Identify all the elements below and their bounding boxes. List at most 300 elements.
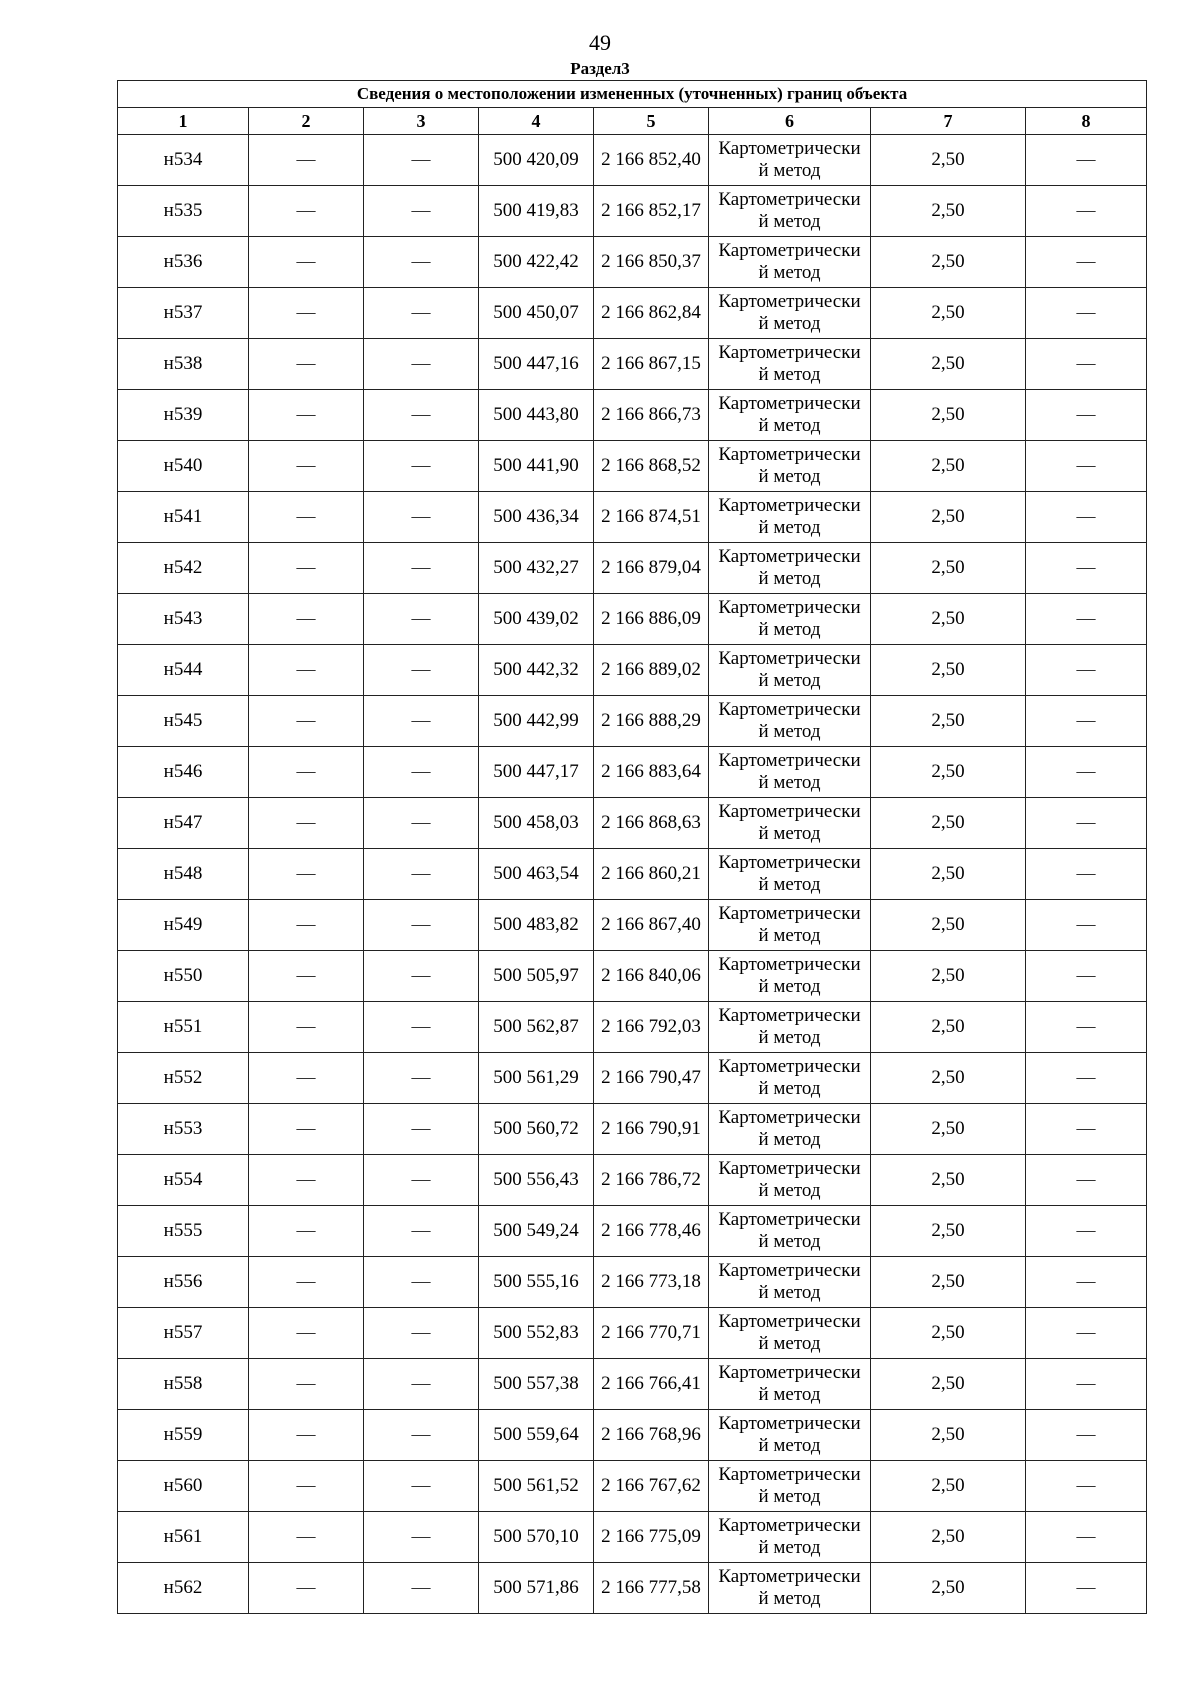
method-line-1: Картометрически: [718, 648, 861, 669]
column-3-cell: —: [364, 1257, 479, 1308]
method-line-1: Картометрически: [718, 954, 861, 975]
method-cell: [709, 1512, 871, 1563]
column-8-cell: —: [1026, 645, 1147, 696]
method-cell: [709, 747, 871, 798]
method-line-1: Картометрически: [718, 495, 861, 516]
table-row: [118, 900, 1147, 951]
point-name-cell: н542: [118, 543, 249, 594]
method-line-1: Картометрически: [718, 546, 861, 567]
accuracy-cell: 2,50: [871, 339, 1026, 390]
method-line-1: Картометрически: [718, 903, 861, 924]
column-number-row: [118, 108, 1147, 135]
accuracy-cell: 2,50: [871, 645, 1026, 696]
method-line-1: Картометрически: [718, 1107, 861, 1128]
column-3-cell: —: [364, 1512, 479, 1563]
column-8-cell: —: [1026, 237, 1147, 288]
method-line-2: й метод: [758, 313, 821, 334]
table-row: [118, 594, 1147, 645]
method-line-1: Картометрически: [718, 1209, 861, 1230]
column-3-cell: —: [364, 1104, 479, 1155]
y-coordinate-cell: 2 166 883,64: [594, 747, 709, 798]
column-2-cell: —: [249, 1410, 364, 1461]
method-cell: [709, 594, 871, 645]
x-coordinate-cell: 500 561,52: [479, 1461, 594, 1512]
method-line-2: й метод: [758, 976, 821, 997]
column-8-cell: —: [1026, 1206, 1147, 1257]
column-8-cell: —: [1026, 1104, 1147, 1155]
column-3-cell: —: [364, 441, 479, 492]
method-cell: [709, 951, 871, 1002]
table-caption-row: [118, 81, 1147, 108]
y-coordinate-cell: 2 166 792,03: [594, 1002, 709, 1053]
column-8-cell: —: [1026, 1308, 1147, 1359]
accuracy-cell: 2,50: [871, 1512, 1026, 1563]
x-coordinate-cell: 500 443,80: [479, 390, 594, 441]
y-coordinate-cell: 2 166 874,51: [594, 492, 709, 543]
method-line-1: Картометрически: [718, 342, 861, 363]
accuracy-cell: 2,50: [871, 900, 1026, 951]
method-cell: [709, 798, 871, 849]
table-row: [118, 1308, 1147, 1359]
point-name-cell: н552: [118, 1053, 249, 1104]
method-cell: [709, 1053, 871, 1104]
y-coordinate-cell: 2 166 790,47: [594, 1053, 709, 1104]
point-name-cell: н537: [118, 288, 249, 339]
x-coordinate-cell: 500 483,82: [479, 900, 594, 951]
method-cell: [709, 645, 871, 696]
method-cell: [709, 237, 871, 288]
point-name-cell: н554: [118, 1155, 249, 1206]
accuracy-cell: 2,50: [871, 492, 1026, 543]
method-line-2: й метод: [758, 619, 821, 640]
method-line-1: Картометрически: [718, 1362, 861, 1383]
column-2-cell: —: [249, 798, 364, 849]
column-3-cell: —: [364, 186, 479, 237]
x-coordinate-cell: 500 422,42: [479, 237, 594, 288]
column-2-cell: —: [249, 849, 364, 900]
method-line-2: й метод: [758, 1078, 821, 1099]
x-coordinate-cell: 500 549,24: [479, 1206, 594, 1257]
point-name-cell: н560: [118, 1461, 249, 1512]
table-row: [118, 441, 1147, 492]
column-3-cell: —: [364, 1359, 479, 1410]
column-3-cell: —: [364, 645, 479, 696]
column-8-cell: —: [1026, 900, 1147, 951]
y-coordinate-cell: 2 166 879,04: [594, 543, 709, 594]
accuracy-cell: 2,50: [871, 696, 1026, 747]
table-row: [118, 1002, 1147, 1053]
table-row: [118, 1563, 1147, 1614]
column-2-cell: —: [249, 1002, 364, 1053]
method-cell: [709, 1359, 871, 1410]
coordinates-table: [117, 80, 1147, 1614]
column-8-cell: —: [1026, 135, 1147, 186]
column-3-cell: —: [364, 1206, 479, 1257]
method-cell: [709, 288, 871, 339]
y-coordinate-cell: 2 166 889,02: [594, 645, 709, 696]
column-3-cell: —: [364, 798, 479, 849]
column-3-cell: —: [364, 237, 479, 288]
y-coordinate-cell: 2 166 868,63: [594, 798, 709, 849]
point-name-cell: н544: [118, 645, 249, 696]
column-3-cell: —: [364, 849, 479, 900]
method-cell: [709, 339, 871, 390]
table-caption: Сведения о местоположении измененных (уточненных) границ объекта: [118, 81, 1147, 108]
method-line-1: Картометрически: [718, 393, 861, 414]
column-8-cell: —: [1026, 1410, 1147, 1461]
column-8-cell: —: [1026, 186, 1147, 237]
method-line-1: Картометрически: [718, 1005, 861, 1026]
y-coordinate-cell: 2 166 773,18: [594, 1257, 709, 1308]
column-number: 4: [479, 108, 594, 135]
column-8-cell: —: [1026, 1461, 1147, 1512]
method-line-2: й метод: [758, 1333, 821, 1354]
column-3-cell: —: [364, 1155, 479, 1206]
column-2-cell: —: [249, 1563, 364, 1614]
method-line-1: Картометрически: [718, 801, 861, 822]
method-line-2: й метод: [758, 568, 821, 589]
column-2-cell: —: [249, 135, 364, 186]
x-coordinate-cell: 500 556,43: [479, 1155, 594, 1206]
column-8-cell: —: [1026, 951, 1147, 1002]
table-row: [118, 492, 1147, 543]
column-2-cell: —: [249, 288, 364, 339]
column-8-cell: —: [1026, 1257, 1147, 1308]
method-line-2: й метод: [758, 670, 821, 691]
column-number: 8: [1026, 108, 1147, 135]
table-row: [118, 1104, 1147, 1155]
point-name-cell: н534: [118, 135, 249, 186]
point-name-cell: н553: [118, 1104, 249, 1155]
accuracy-cell: 2,50: [871, 1308, 1026, 1359]
table-row: [118, 1410, 1147, 1461]
x-coordinate-cell: 500 559,64: [479, 1410, 594, 1461]
method-cell: [709, 1563, 871, 1614]
accuracy-cell: 2,50: [871, 747, 1026, 798]
method-line-1: Картометрически: [718, 1413, 861, 1434]
accuracy-cell: 2,50: [871, 798, 1026, 849]
method-cell: [709, 492, 871, 543]
column-8-cell: —: [1026, 339, 1147, 390]
y-coordinate-cell: 2 166 852,40: [594, 135, 709, 186]
y-coordinate-cell: 2 166 867,40: [594, 900, 709, 951]
accuracy-cell: 2,50: [871, 1563, 1026, 1614]
y-coordinate-cell: 2 166 866,73: [594, 390, 709, 441]
point-name-cell: н539: [118, 390, 249, 441]
accuracy-cell: 2,50: [871, 1002, 1026, 1053]
method-line-2: й метод: [758, 925, 821, 946]
table-row: [118, 135, 1147, 186]
x-coordinate-cell: 500 447,17: [479, 747, 594, 798]
table-row: [118, 543, 1147, 594]
column-2-cell: —: [249, 696, 364, 747]
column-8-cell: —: [1026, 288, 1147, 339]
method-line-1: Картометрически: [718, 1260, 861, 1281]
method-line-1: Картометрически: [718, 1515, 861, 1536]
method-cell: [709, 1206, 871, 1257]
point-name-cell: н545: [118, 696, 249, 747]
point-name-cell: н557: [118, 1308, 249, 1359]
method-cell: [709, 1104, 871, 1155]
accuracy-cell: 2,50: [871, 1410, 1026, 1461]
column-3-cell: —: [364, 1308, 479, 1359]
table-row: [118, 645, 1147, 696]
accuracy-cell: 2,50: [871, 951, 1026, 1002]
x-coordinate-cell: 500 561,29: [479, 1053, 594, 1104]
x-coordinate-cell: 500 562,87: [479, 1002, 594, 1053]
column-2-cell: —: [249, 1053, 364, 1104]
column-3-cell: —: [364, 492, 479, 543]
point-name-cell: н562: [118, 1563, 249, 1614]
method-line-1: Картометрически: [718, 189, 861, 210]
method-line-1: Картометрически: [718, 138, 861, 159]
column-8-cell: —: [1026, 696, 1147, 747]
column-8-cell: —: [1026, 1359, 1147, 1410]
column-2-cell: —: [249, 951, 364, 1002]
table-row: [118, 951, 1147, 1002]
column-2-cell: —: [249, 390, 364, 441]
method-cell: [709, 849, 871, 900]
y-coordinate-cell: 2 166 778,46: [594, 1206, 709, 1257]
column-3-cell: —: [364, 1053, 479, 1104]
column-3-cell: —: [364, 747, 479, 798]
column-8-cell: —: [1026, 1053, 1147, 1104]
column-8-cell: —: [1026, 798, 1147, 849]
y-coordinate-cell: 2 166 790,91: [594, 1104, 709, 1155]
x-coordinate-cell: 500 442,32: [479, 645, 594, 696]
accuracy-cell: 2,50: [871, 186, 1026, 237]
method-line-2: й метод: [758, 415, 821, 436]
column-2-cell: —: [249, 339, 364, 390]
column-2-cell: —: [249, 1512, 364, 1563]
table-row: [118, 1512, 1147, 1563]
method-line-1: Картометрически: [718, 750, 861, 771]
accuracy-cell: 2,50: [871, 1359, 1026, 1410]
column-8-cell: —: [1026, 849, 1147, 900]
table-body: [118, 135, 1147, 1614]
table-row: [118, 1461, 1147, 1512]
column-2-cell: —: [249, 1359, 364, 1410]
point-name-cell: н548: [118, 849, 249, 900]
point-name-cell: н555: [118, 1206, 249, 1257]
point-name-cell: н558: [118, 1359, 249, 1410]
method-line-2: й метод: [758, 721, 821, 742]
column-2-cell: —: [249, 1461, 364, 1512]
method-cell: [709, 1410, 871, 1461]
method-cell: [709, 543, 871, 594]
column-8-cell: —: [1026, 390, 1147, 441]
column-8-cell: —: [1026, 747, 1147, 798]
column-2-cell: —: [249, 594, 364, 645]
method-cell: [709, 900, 871, 951]
method-cell: [709, 135, 871, 186]
table-row: [118, 288, 1147, 339]
accuracy-cell: 2,50: [871, 594, 1026, 645]
point-name-cell: н536: [118, 237, 249, 288]
y-coordinate-cell: 2 166 768,96: [594, 1410, 709, 1461]
point-name-cell: н543: [118, 594, 249, 645]
table-row: [118, 1053, 1147, 1104]
y-coordinate-cell: 2 166 860,21: [594, 849, 709, 900]
column-8-cell: —: [1026, 1155, 1147, 1206]
method-line-2: й метод: [758, 262, 821, 283]
x-coordinate-cell: 500 442,99: [479, 696, 594, 747]
y-coordinate-cell: 2 166 770,71: [594, 1308, 709, 1359]
accuracy-cell: 2,50: [871, 1104, 1026, 1155]
x-coordinate-cell: 500 571,86: [479, 1563, 594, 1614]
column-2-cell: —: [249, 441, 364, 492]
column-3-cell: —: [364, 390, 479, 441]
y-coordinate-cell: 2 166 886,09: [594, 594, 709, 645]
x-coordinate-cell: 500 552,83: [479, 1308, 594, 1359]
column-number: 7: [871, 108, 1026, 135]
column-number: 3: [364, 108, 479, 135]
table-row: [118, 696, 1147, 747]
y-coordinate-cell: 2 166 766,41: [594, 1359, 709, 1410]
method-cell: [709, 186, 871, 237]
column-8-cell: —: [1026, 1512, 1147, 1563]
y-coordinate-cell: 2 166 775,09: [594, 1512, 709, 1563]
x-coordinate-cell: 500 450,07: [479, 288, 594, 339]
column-number: 1: [118, 108, 249, 135]
column-2-cell: —: [249, 1155, 364, 1206]
column-2-cell: —: [249, 747, 364, 798]
column-3-cell: —: [364, 288, 479, 339]
point-name-cell: н551: [118, 1002, 249, 1053]
method-line-2: й метод: [758, 517, 821, 538]
column-3-cell: —: [364, 900, 479, 951]
column-8-cell: —: [1026, 492, 1147, 543]
accuracy-cell: 2,50: [871, 1206, 1026, 1257]
method-line-2: й метод: [758, 1588, 821, 1609]
method-line-1: Картометрически: [718, 1311, 861, 1332]
method-cell: [709, 390, 871, 441]
method-line-1: Картометрически: [718, 852, 861, 873]
point-name-cell: н540: [118, 441, 249, 492]
column-3-cell: —: [364, 1461, 479, 1512]
column-2-cell: —: [249, 1104, 364, 1155]
method-line-2: й метод: [758, 874, 821, 895]
x-coordinate-cell: 500 439,02: [479, 594, 594, 645]
x-coordinate-cell: 500 447,16: [479, 339, 594, 390]
method-line-2: й метод: [758, 1486, 821, 1507]
column-2-cell: —: [249, 492, 364, 543]
method-line-1: Картометрически: [718, 1158, 861, 1179]
method-line-2: й метод: [758, 1027, 821, 1048]
x-coordinate-cell: 500 441,90: [479, 441, 594, 492]
column-3-cell: —: [364, 1563, 479, 1614]
method-line-2: й метод: [758, 772, 821, 793]
column-8-cell: —: [1026, 1563, 1147, 1614]
table-row: [118, 186, 1147, 237]
table-row: [118, 339, 1147, 390]
x-coordinate-cell: 500 570,10: [479, 1512, 594, 1563]
table-row: [118, 1155, 1147, 1206]
column-2-cell: —: [249, 645, 364, 696]
point-name-cell: н535: [118, 186, 249, 237]
y-coordinate-cell: 2 166 767,62: [594, 1461, 709, 1512]
column-number: 2: [249, 108, 364, 135]
column-3-cell: —: [364, 1410, 479, 1461]
method-line-2: й метод: [758, 823, 821, 844]
y-coordinate-cell: 2 166 777,58: [594, 1563, 709, 1614]
accuracy-cell: 2,50: [871, 1257, 1026, 1308]
y-coordinate-cell: 2 166 867,15: [594, 339, 709, 390]
method-line-1: Картометрически: [718, 291, 861, 312]
method-line-2: й метод: [758, 1180, 821, 1201]
method-cell: [709, 1155, 871, 1206]
method-line-2: й метод: [758, 211, 821, 232]
x-coordinate-cell: 500 458,03: [479, 798, 594, 849]
section-label: Раздел3: [570, 59, 630, 78]
method-line-2: й метод: [758, 1282, 821, 1303]
x-coordinate-cell: 500 420,09: [479, 135, 594, 186]
table-row: [118, 747, 1147, 798]
point-name-cell: н556: [118, 1257, 249, 1308]
accuracy-cell: 2,50: [871, 1155, 1026, 1206]
column-2-cell: —: [249, 900, 364, 951]
x-coordinate-cell: 500 436,34: [479, 492, 594, 543]
column-3-cell: —: [364, 594, 479, 645]
method-cell: [709, 441, 871, 492]
y-coordinate-cell: 2 166 852,17: [594, 186, 709, 237]
column-2-cell: —: [249, 186, 364, 237]
column-2-cell: —: [249, 1308, 364, 1359]
table-row: [118, 1257, 1147, 1308]
table-row: [118, 237, 1147, 288]
accuracy-cell: 2,50: [871, 1461, 1026, 1512]
x-coordinate-cell: 500 432,27: [479, 543, 594, 594]
method-line-1: Картометрически: [718, 597, 861, 618]
y-coordinate-cell: 2 166 850,37: [594, 237, 709, 288]
x-coordinate-cell: 500 505,97: [479, 951, 594, 1002]
point-name-cell: н546: [118, 747, 249, 798]
column-number: 6: [709, 108, 871, 135]
method-cell: [709, 1461, 871, 1512]
table-row: [118, 798, 1147, 849]
page-number: 49: [589, 30, 611, 55]
method-line-2: й метод: [758, 466, 821, 487]
column-3-cell: —: [364, 696, 479, 747]
table-row: [118, 849, 1147, 900]
accuracy-cell: 2,50: [871, 237, 1026, 288]
point-name-cell: н549: [118, 900, 249, 951]
column-2-cell: —: [249, 543, 364, 594]
column-8-cell: —: [1026, 543, 1147, 594]
table-row: [118, 1359, 1147, 1410]
accuracy-cell: 2,50: [871, 543, 1026, 594]
method-line-1: Картометрически: [718, 699, 861, 720]
method-line-1: Картометрически: [718, 1566, 861, 1587]
x-coordinate-cell: 500 419,83: [479, 186, 594, 237]
column-2-cell: —: [249, 237, 364, 288]
accuracy-cell: 2,50: [871, 135, 1026, 186]
x-coordinate-cell: 500 463,54: [479, 849, 594, 900]
y-coordinate-cell: 2 166 868,52: [594, 441, 709, 492]
y-coordinate-cell: 2 166 888,29: [594, 696, 709, 747]
point-name-cell: н561: [118, 1512, 249, 1563]
method-line-2: й метод: [758, 1537, 821, 1558]
point-name-cell: н559: [118, 1410, 249, 1461]
method-line-2: й метод: [758, 364, 821, 385]
method-line-1: Картометрически: [718, 1464, 861, 1485]
method-line-2: й метод: [758, 1435, 821, 1456]
column-3-cell: —: [364, 1002, 479, 1053]
x-coordinate-cell: 500 557,38: [479, 1359, 594, 1410]
method-line-1: Картометрически: [718, 1056, 861, 1077]
accuracy-cell: 2,50: [871, 849, 1026, 900]
column-3-cell: —: [364, 951, 479, 1002]
